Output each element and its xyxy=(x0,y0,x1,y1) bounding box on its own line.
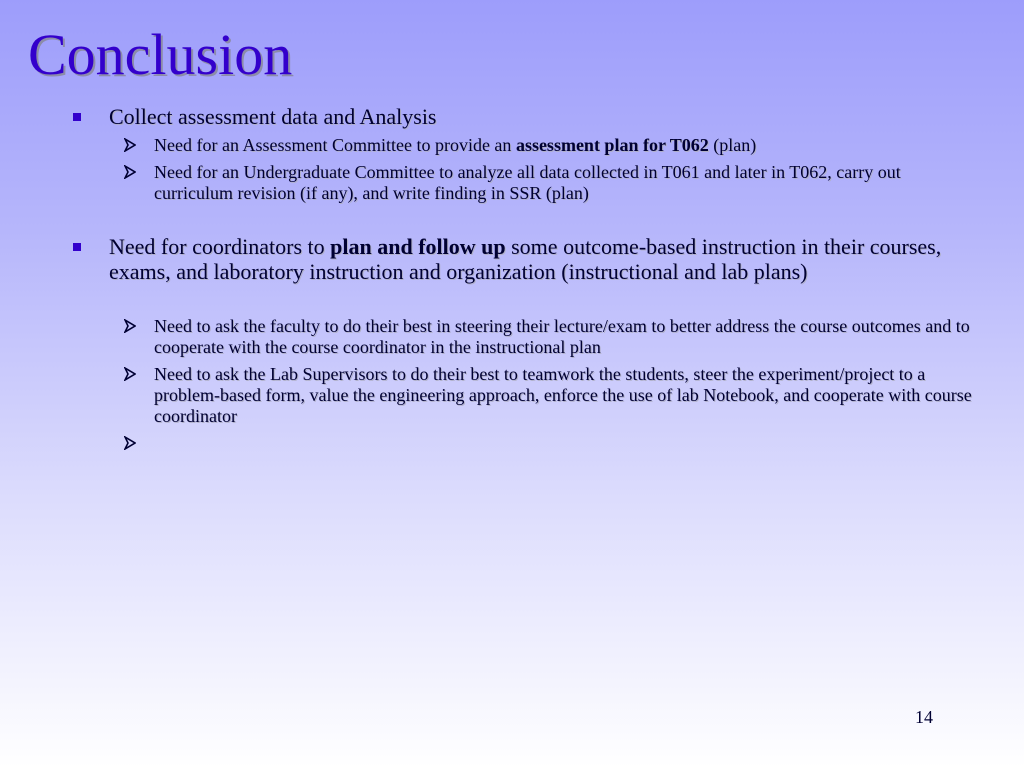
sub-bullet-text: Need to ask the Lab Supervisors to do their best to teamwork the students, steer the experiment/project to a problem-based form, value the engineering approach, enforce the use of lab Notebook, and cooperate with course coordinator xyxy=(154,364,972,426)
bullet-item xyxy=(72,234,972,284)
arrowhead-bullet-icon xyxy=(124,433,136,450)
bullet-text-pre: Need for coordinators to xyxy=(109,234,331,259)
sub-bullet-item xyxy=(72,162,972,204)
bullet-text: Collect assessment data and Analysis xyxy=(109,104,437,129)
sub-bullet-item xyxy=(72,135,972,156)
page-number: 14 xyxy=(915,707,933,727)
sub-bullet-text-post: (plan) xyxy=(708,135,757,155)
arrowhead-bullet-icon xyxy=(124,316,136,333)
bullet-text-bold: plan and follow up xyxy=(330,234,506,259)
slide-content xyxy=(72,104,972,454)
sub-bullet-item xyxy=(72,364,972,427)
sub-bullet-item xyxy=(72,316,972,358)
sub-bullet-text-pre: Need for an Assessment Committee to provide an xyxy=(154,135,516,155)
sub-bullet-text: Need to ask the faculty to do their best in steering their lecture/exam to better address the course outcomes and to cooperate with the course coordinator in the instructional plan xyxy=(154,316,970,357)
slide-title: Conclusion xyxy=(28,22,293,87)
square-bullet-icon xyxy=(73,243,81,251)
arrowhead-bullet-icon xyxy=(124,364,136,381)
sub-bullet-text-bold: assessment plan for T062 xyxy=(515,135,709,155)
arrowhead-bullet-icon xyxy=(124,135,136,152)
bullet-item xyxy=(72,104,972,129)
arrowhead-bullet-icon xyxy=(124,162,136,179)
sub-bullet-item-empty xyxy=(72,433,972,454)
sub-bullet-text: Need for an Undergraduate Committee to analyze all data collected in T061 and later in T062, carry out curriculum revision (if any), and write finding in SSR (plan) xyxy=(154,162,901,203)
bullet-text-post: some outcome-based instruction in their courses, exams, and laboratory instruction and organization (instructional and lab plans) xyxy=(109,234,942,284)
square-bullet-icon xyxy=(73,113,81,121)
